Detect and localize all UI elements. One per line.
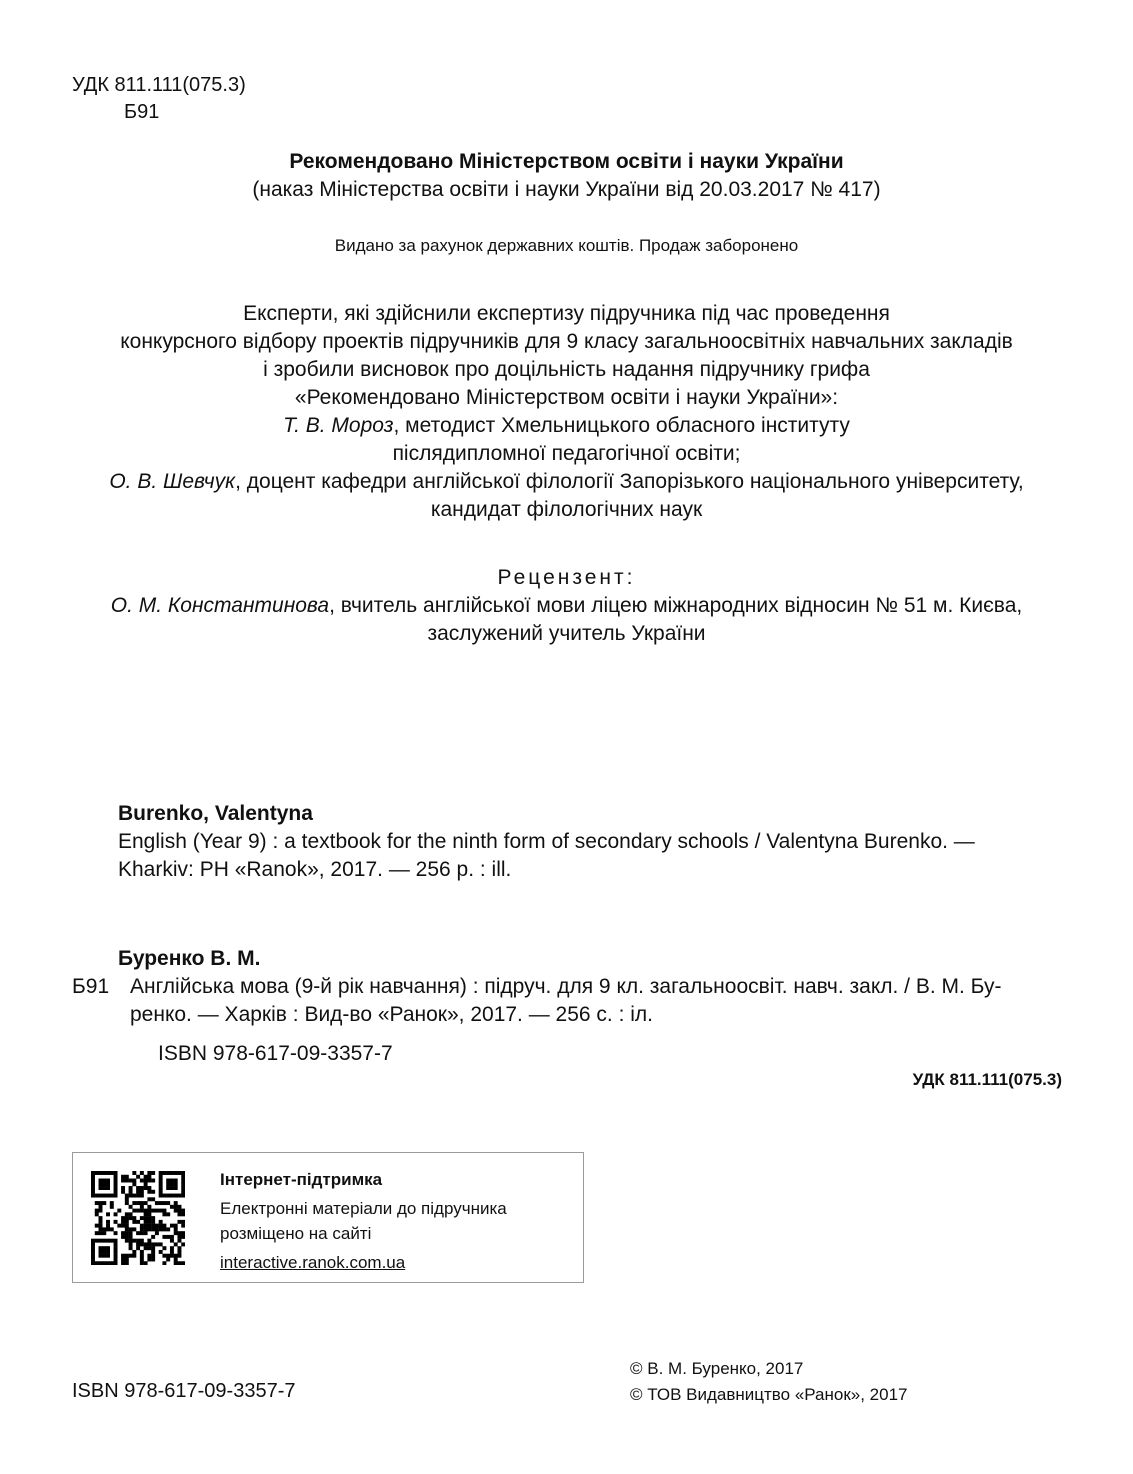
qr-code-graphic [91, 1171, 185, 1265]
biblio-ua-line: ренко. — Харків : Вид-во «Ранок», 2017. — 256 с. : іл. [130, 1003, 654, 1026]
biblio-en-line: Kharkiv: PH «Ranok», 2017. — 256 p. : ill. [118, 858, 512, 881]
expert-2-role: , доцент кафедри англійської філології Запорізького національного університету, [235, 470, 1024, 493]
reviewer-name: О. М. Константинова [110, 594, 330, 617]
udk-footer: УДК 811.111(075.3) [912, 1070, 1062, 1089]
support-title: Інтернет-підтримка [220, 1170, 383, 1189]
reviewer-role: , вчитель англійської мови ліцею міжнародних відносин № 51 м. Києва, [329, 594, 1023, 617]
recommendation-title: Рекомендовано Міністерством освіти і науки України [289, 150, 844, 173]
experts-line: «Рекомендовано Міністерством освіти і науки України»: [294, 386, 839, 409]
expert-1-name: Т. В. Мороз [283, 414, 394, 437]
biblio-ukrainian [72, 945, 1063, 1068]
copyright-author: © В. М. Буренко, 2017 [630, 1359, 804, 1378]
reviewer [0, 592, 1133, 620]
library-code: Б91 [124, 101, 160, 123]
support-line: розміщено на сайті [220, 1224, 372, 1243]
support-line: Електронні матеріали до підручника [220, 1199, 507, 1218]
experts-line: конкурсного відбору проектів підручників для 9 класу загальноосвітніх навчальних закладів [120, 330, 1013, 353]
internet-support-box [72, 1152, 584, 1283]
biblio-ua-line: Англійська мова (9-й рік навчання) : підруч. для 9 кл. загальноосвіт. навч. закл. / В. М. Бу- [130, 975, 1002, 998]
support-link[interactable]: interactive.ranok.com.ua [220, 1253, 406, 1272]
expert-2-name: О. В. Шевчук [109, 470, 236, 493]
reviewer-heading: Рецензент: [497, 566, 636, 589]
isbn-footer: ISBN 978-617-09-3357-7 [72, 1380, 296, 1402]
udk-code: УДК 811.111(075.3) [72, 74, 246, 96]
copyright-block [630, 1356, 908, 1408]
expert-1-role-cont: післядипломної педагогічної освіти; [392, 442, 741, 465]
experts-block [0, 300, 1133, 524]
expert-1 [0, 412, 1133, 440]
biblio-ua-code: Б91 [72, 975, 110, 998]
biblio-en-author: Burenko, Valentyna [118, 802, 313, 825]
biblio-en-line: English (Year 9) : a textbook for the ninth form of secondary schools / Valentyna Burenko. — [118, 830, 975, 853]
qr-code[interactable] [91, 1171, 185, 1265]
reviewer-role-cont: заслужений учитель України [427, 622, 706, 645]
experts-line: Експерти, які здійснили експертизу підручника під час проведення [243, 302, 890, 325]
udk-header [72, 72, 246, 126]
experts-line: і зробили висновок про доцільність надання підручнику грифа [263, 358, 870, 381]
biblio-english [118, 800, 1063, 884]
expert-1-role: , методист Хмельницького обласного інституту [393, 414, 850, 437]
expert-2-role-cont: кандидат філологічних наук [430, 498, 703, 521]
biblio-ua-author: Буренко В. М. [118, 947, 261, 970]
recommendation-order: (наказ Міністерства освіти і науки України від 20.03.2017 № 417) [252, 178, 881, 201]
biblio-ua-isbn: ISBN 978-617-09-3357-7 [158, 1042, 393, 1065]
distribution-notice: Видано за рахунок державних коштів. Продаж заборонено [334, 236, 799, 255]
reviewer-block [0, 564, 1133, 648]
expert-2 [0, 468, 1133, 496]
copyright-publisher: © ТОВ Видавництво «Ранок», 2017 [630, 1385, 908, 1404]
